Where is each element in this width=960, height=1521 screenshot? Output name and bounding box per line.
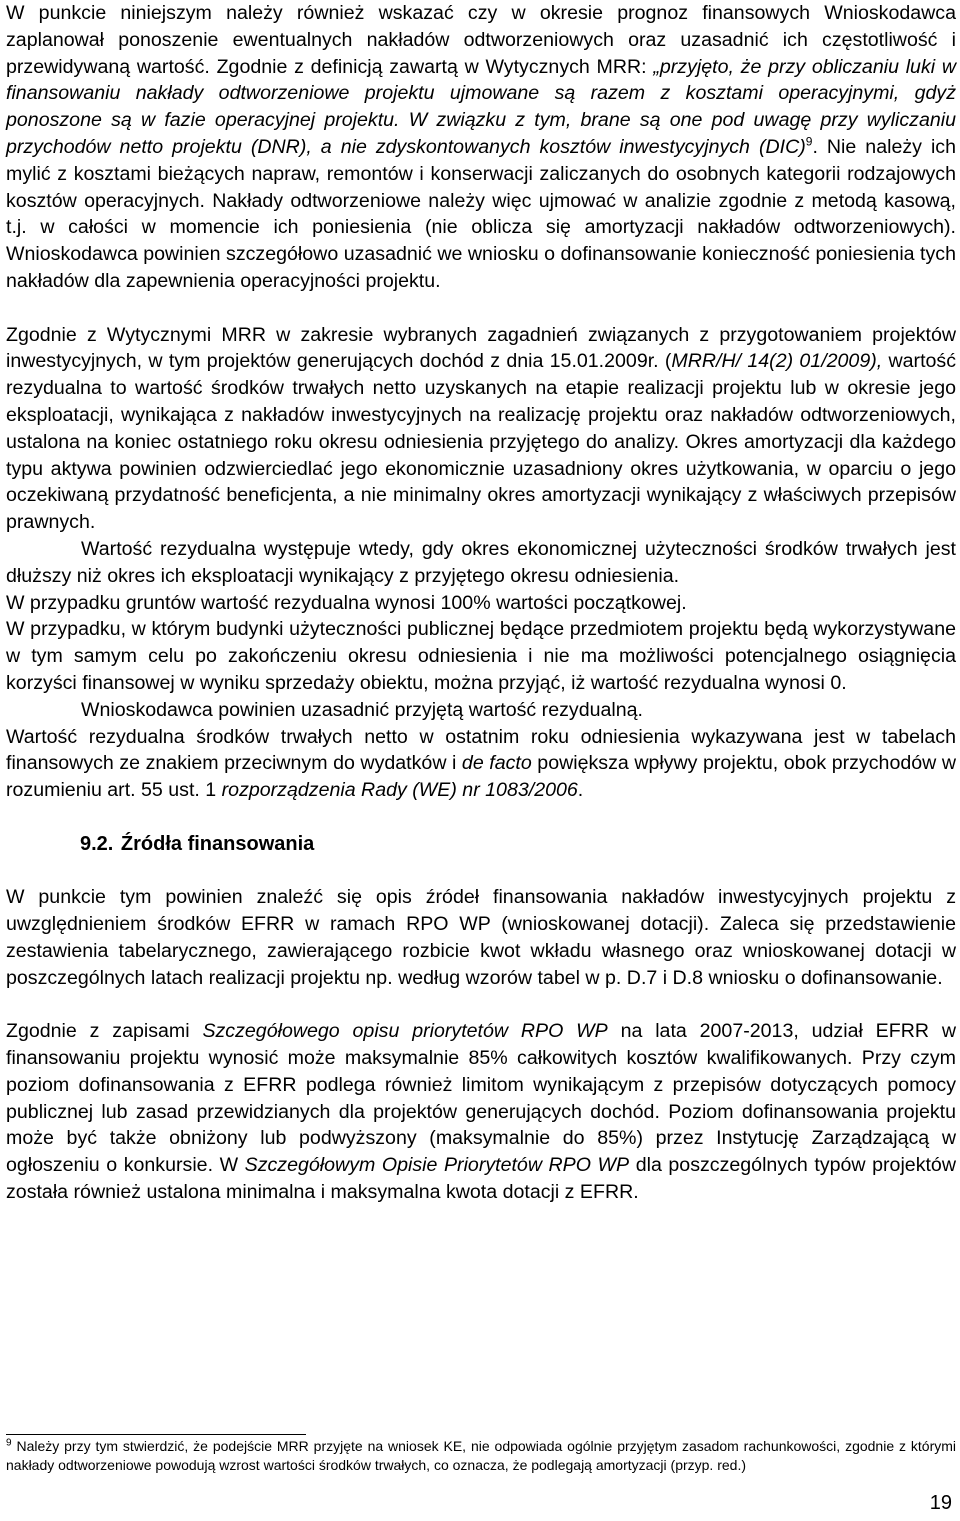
paragraph-text: powiększa wpływy projektu, obok przychodów w rozumieniu art. 55 ust. 1	[6, 752, 956, 802]
footnote-number: 9	[6, 1437, 12, 1449]
paragraph-text: na lata 2007-2013, udział EFRR w finansowaniu projektu wynosić może maksymalnie 85% całkowitych kosztów kwalifikowanych. Przy czym poziom dofinansowania z EFRR podlega również limitom wynikającym z przepisów dotyczących pomocy publicznej lub zasad przewidzianych dla projektów generujących dochód. Poziom dofinansowania projektu może być także obniżony lub podwyższony (maksymalnie do 85%) przez Instytucję Zarządzającą w ogłoszeniu o konkursie. W	[6, 1020, 956, 1177]
footnote	[6, 1437, 956, 1476]
paragraph-public-buildings: W przypadku, w którym budynki użyteczności publicznej będące przedmiotem projektu będą wykorzystywane w tym samym celu po zakończeniu okresu odniesienia i nie ma możliwości potencjalnego osiągnięcia korzyści finansowej w wyniku sprzedaży obiektu, można przyjąć, iż wartość rezydualna wynosi 0.	[6, 618, 956, 694]
quote-text: „przyjęto, że przy obliczaniu luki w finansowaniu nakłady odtworzeniowe projektu ujmowane są razem z kosztami operacyjnymi, gdyż ponoszone są w fazie operacyjnej projektu. W związku z tym, brane są one pod uwagę przy wyliczaniu przychodów netto projektu (DNR), a nie zdyskontowanych kosztów inwestycyjnych (DIC)	[6, 55, 956, 158]
document-reference: Szczegółowym Opisie Priorytetów RPO WP	[244, 1154, 630, 1177]
paragraph-text: Zgodnie z zapisami	[6, 1020, 203, 1043]
paragraph-text: dla poszczególnych typów projektów została również ustalona minimalna i maksymalna kwota dotacji z EFRR.	[6, 1154, 956, 1204]
paragraph-land: W przypadku gruntów wartość rezydualna wynosi 100% wartości początkowej.	[6, 591, 687, 614]
footnote-reference[interactable]: 9	[805, 134, 813, 149]
document-page	[6, 0, 956, 1206]
footnote-separator	[6, 1434, 306, 1435]
paragraph-text: Zgodnie z definicją zawartą w Wytycznych MRR:	[216, 55, 647, 78]
section-number: 9.2.	[80, 832, 114, 855]
paragraph-efrr-share	[6, 1018, 956, 1206]
footnote-text: Należy przy tym stwierdzić, że podejście MRR przyjęte na wniosek KE, nie odpowiada ogólnie przyjętym zasadom rachunkowości, zgodnie z którymi nakłady odtworzeniowe powodują wzrost wartości środków trwałych, co oznacza, że podlegają amortyzacji (przyp. red.)	[6, 1438, 956, 1474]
document-reference: MRR/H/ 14(2) 01/2009),	[671, 350, 883, 373]
paragraph-residual-value-definition	[6, 322, 956, 536]
document-reference: Szczegółowego opisu priorytetów RPO WP	[202, 1020, 608, 1043]
paragraph-financing-sources: W punkcie tym powinien znaleźć się opis źródeł finansowania nakładów inwestycyjnych projektu z uwzględnieniem środków EFRR w ramach RPO WP (wnioskowanej dotacji). Zaleca się przedstawienie zestawienia tabelarycznego, zawierającego rozbicie kwot wkładu własnego oraz wnioskowanej dotacji w poszczególnych latach realizacji projektu np. według wzorów tabel w p. D.7 i D.8 wniosku o dofinansowanie.	[6, 886, 956, 989]
paragraph-text: wartość rezydualna to wartość środków trwałych netto uzyskanych na etapie realizacji projektu lub w okresie jego eksploatacji, wynikająca z nakładów inwestycyjnych na realizację projektu oraz nakładów odtworzeniowych, ustalona na koniec ostatniego roku okresu odniesienia przyjętego do analizy. Okres amortyzacji dla każdego typu aktywa powinien odzwierciedlać jego ekonomicznie uzasadniony okres użytkowania, w oparciu o jego oczekiwaną przydatność beneficjenta, a nie minimalny okres amortyzacji wynikający z właściwych przepisów prawnych.	[6, 350, 956, 534]
italic-term: de facto	[461, 752, 532, 775]
paragraph-justify-residual: Wnioskodawca powinien uzasadnić przyjętą wartość rezydualną.	[81, 698, 643, 721]
page-number: 19	[929, 1492, 952, 1514]
paragraph-text: . Nie należy ich mylić z kosztami bieżących napraw, remontów i konserwacji zaliczanych do osobnych kategorii rodzajowych kosztów operacyjnych. Nakłady odtworzeniowe należy więc ujmować w analizie zgodnie z metodą kasową, t.j. w całości w momencie ich poniesienia (nie oblicza się amortyzacji nakładów odtworzeniowych). Wnioskodawca powinien szczegółowo uzasadnić we wniosku o dofinansowanie konieczność poniesienia tych nakładów dla zapewnienia operacyjności projektu.	[6, 135, 956, 292]
section-title: Źródła finansowania	[120, 832, 315, 855]
paragraph-replacement-costs	[6, 0, 956, 295]
paragraph-text: Wartość rezydualna środków trwałych netto w ostatnim roku odniesienia wykazywana jest w tabelach finansowych ze znakiem przeciwnym do wydatków i	[6, 725, 956, 775]
paragraph-residual-value-occurs: Wartość rezydualna występuje wtedy, gdy okres ekonomicznej użyteczności środków trwałych jest dłuższy niż okres ich eksploatacji wynikający z przyjętego okresu odniesienia.	[6, 537, 956, 587]
paragraph-text: Zgodnie z Wytycznymi MRR w zakresie wybranych zagadnień związanych z przygotowaniem projektów inwestycyjnych, w tym projektów generujących dochód z dnia 15.01.2009r. (	[6, 323, 956, 373]
paragraph-text: W punkcie niniejszym należy również wskazać czy w okresie prognoz finansowych Wnioskodawca zaplanował ponoszenie ewentualnych nakładów odtworzeniowych oraz uzasadnić ich częstotliwość i przewidywaną wartość.	[6, 2, 956, 78]
paragraph-text: .	[577, 779, 584, 802]
section-heading	[6, 831, 956, 858]
regulation-reference: rozporządzenia Rady (WE) nr 1083/2006	[221, 779, 578, 802]
paragraph-financial-tables	[6, 724, 956, 804]
